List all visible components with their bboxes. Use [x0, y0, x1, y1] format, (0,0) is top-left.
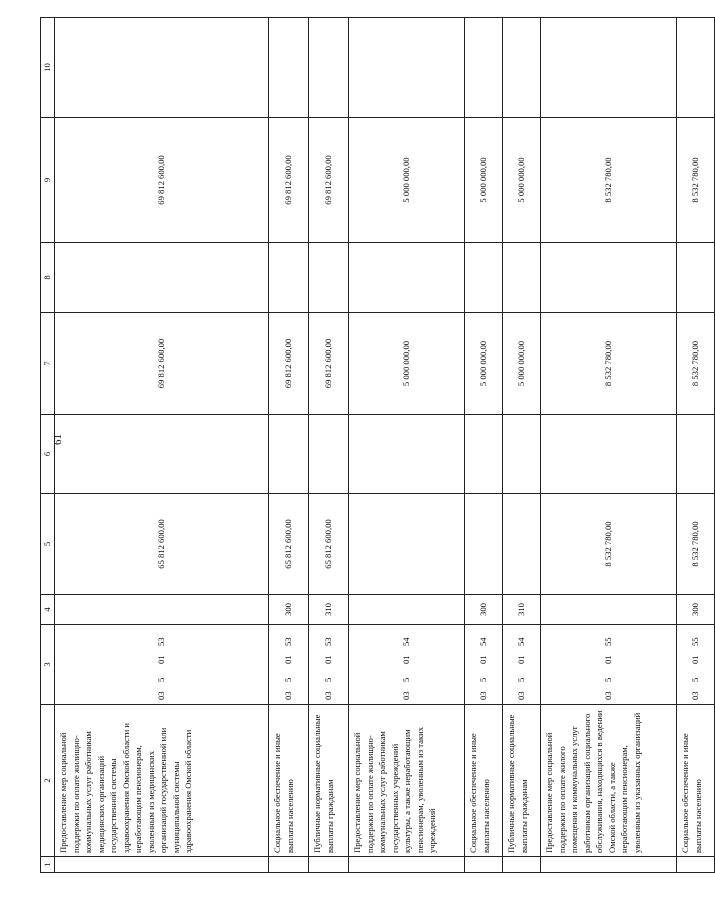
table-row: [269, 18, 309, 873]
row-number-cell: [269, 857, 309, 873]
amount-col8-cell: [309, 243, 349, 313]
col-header-3: 3: [41, 625, 55, 705]
amount-col6-cell: [349, 415, 465, 494]
amount-col9-cell: 8 532 780,00: [541, 118, 677, 243]
amount-col8-cell: [677, 243, 715, 313]
amount-col5-cell: [503, 494, 541, 595]
code-part: 54: [478, 637, 489, 646]
item-name-cell: Публичные нормативные социальные выплаты гражданам: [309, 705, 349, 857]
col-header-7: 7: [41, 313, 55, 415]
row-number-cell: [309, 857, 349, 873]
row-number-cell: [349, 857, 465, 873]
amount-col6-cell: [541, 415, 677, 494]
code-part: 54: [401, 637, 412, 646]
amount-col5-cell: 8 532 780,00: [541, 494, 677, 595]
table-row: [465, 18, 503, 873]
code-part: 03: [690, 691, 701, 700]
code-part: 01: [401, 655, 412, 664]
code-part: 03: [478, 691, 489, 700]
code-part: 55: [603, 637, 614, 646]
col-header-5: 5: [41, 494, 55, 595]
col-header-6: 6: [41, 415, 55, 494]
amount-col7-cell: 69 812 600,00: [269, 313, 309, 415]
amount-col7-cell: 8 532 780,00: [541, 313, 677, 415]
amount-col10-cell: [309, 18, 349, 118]
amount-col7-cell: 5 000 000,00: [349, 313, 465, 415]
column-number-row: [41, 18, 55, 873]
amount-col5-cell: 65 812 600,00: [55, 494, 269, 595]
amount-col9-cell: 5 000 000,00: [465, 118, 503, 243]
code-part: 55: [690, 637, 701, 646]
amount-col6-cell: [465, 415, 503, 494]
item-name-cell: Предоставление мер социальной поддержки по оплате жилищно-коммунальных услуг работникам государственных учреждений культуры, а также неработающим пенсионерам, уволенным из таких учреждений: [349, 705, 465, 857]
code-part: 5: [283, 677, 294, 682]
amount-col10-cell: [503, 18, 541, 118]
classification-code-cell: [309, 625, 349, 705]
row-number-cell: [541, 857, 677, 873]
code-part: 01: [690, 655, 701, 664]
expense-type-cell: 300: [677, 595, 715, 625]
amount-col8-cell: [269, 243, 309, 313]
expense-type-cell: 310: [309, 595, 349, 625]
amount-col7-cell: 8 532 780,00: [677, 313, 715, 415]
classification-code-cell: [55, 625, 269, 705]
code-part: 03: [516, 691, 527, 700]
table-row: [541, 18, 677, 873]
amount-col10-cell: [465, 18, 503, 118]
code-part: 5: [401, 677, 412, 682]
item-name-cell: Социальное обеспечение и иные выплаты населению: [677, 705, 715, 857]
classification-code-cell: [677, 625, 715, 705]
row-number-cell: [503, 857, 541, 873]
code-part: 01: [603, 655, 614, 664]
amount-col6-cell: [269, 415, 309, 494]
budget-table: [40, 17, 715, 873]
table-row: [349, 18, 465, 873]
expense-type-cell: 300: [269, 595, 309, 625]
amount-col5-cell: [465, 494, 503, 595]
col-header-8: 8: [41, 243, 55, 313]
code-part: 01: [516, 655, 527, 664]
code-part: 5: [478, 677, 489, 682]
item-name-cell: Предоставление мер социальной поддержки по оплате жилого помещения и коммунальных услуг работникам организаций социального обслуживания, находящихся в ведении Омской области, а также неработающим пенсионерам, уволенным из указанных организаций: [541, 705, 677, 857]
expense-type-cell: 300: [465, 595, 503, 625]
code-part: 01: [156, 655, 167, 664]
table-row: [55, 18, 269, 873]
amount-col9-cell: 5 000 000,00: [503, 118, 541, 243]
amount-col5-cell: 65 812 600,00: [269, 494, 309, 595]
amount-col8-cell: [349, 243, 465, 313]
classification-code-cell: [465, 625, 503, 705]
code-part: 03: [283, 691, 294, 700]
table-body: [41, 18, 715, 873]
amount-col9-cell: 8 532 780,00: [677, 118, 715, 243]
amount-col6-cell: [309, 415, 349, 494]
code-part: 5: [603, 677, 614, 682]
classification-code-cell: [503, 625, 541, 705]
code-part: 03: [603, 691, 614, 700]
row-number-cell: [55, 857, 269, 873]
item-name-cell: Предоставление мер социальной поддержки по оплате жилищно-коммунальных услуг работникам медицинских организаций государственной системы здравоохранения Омской области и неработающим пенсионерам, уволенным из медицинских организаций государственной или муниципальной системы здравоохранения Омской области: [55, 705, 269, 857]
item-name-cell: Публичные нормативные социальные выплаты гражданам: [503, 705, 541, 857]
amount-col9-cell: 69 812 600,00: [269, 118, 309, 243]
col-header-1: 1: [41, 857, 55, 873]
amount-col10-cell: [541, 18, 677, 118]
table-row: [677, 18, 715, 873]
amount-col10-cell: [269, 18, 309, 118]
expense-type-cell: [541, 595, 677, 625]
code-part: 53: [323, 637, 334, 646]
expense-type-cell: [55, 595, 269, 625]
rotated-budget-table-container: [40, 18, 703, 873]
row-number-cell: [677, 857, 715, 873]
classification-code-cell: [269, 625, 309, 705]
row-number-cell: [465, 857, 503, 873]
code-part: 53: [283, 637, 294, 646]
amount-col6-cell: [55, 415, 269, 494]
col-header-9: 9: [41, 118, 55, 243]
amount-col8-cell: [465, 243, 503, 313]
col-header-4: 4: [41, 595, 55, 625]
amount-col5-cell: 65 812 600,00: [309, 494, 349, 595]
code-part: 01: [323, 655, 334, 664]
code-part: 5: [323, 677, 334, 682]
amount-col10-cell: [55, 18, 269, 118]
code-part: 5: [690, 677, 701, 682]
amount-col7-cell: 5 000 000,00: [465, 313, 503, 415]
amount-col9-cell: 69 812 600,00: [55, 118, 269, 243]
amount-col8-cell: [55, 243, 269, 313]
amount-col8-cell: [541, 243, 677, 313]
code-part: 53: [156, 637, 167, 646]
code-part: 5: [516, 677, 527, 682]
table-row: [503, 18, 541, 873]
classification-code-cell: [349, 625, 465, 705]
expense-type-cell: 310: [503, 595, 541, 625]
item-name-cell: Социальное обеспечение и иные выплаты населению: [465, 705, 503, 857]
amount-col7-cell: 69 812 600,00: [309, 313, 349, 415]
amount-col9-cell: 69 812 600,00: [309, 118, 349, 243]
code-part: 5: [156, 677, 167, 682]
table-row: [309, 18, 349, 873]
amount-col6-cell: [677, 415, 715, 494]
amount-col5-cell: [349, 494, 465, 595]
code-part: 01: [283, 655, 294, 664]
code-part: 01: [478, 655, 489, 664]
amount-col9-cell: 5 000 000,00: [349, 118, 465, 243]
amount-col7-cell: 5 000 000,00: [503, 313, 541, 415]
code-part: 54: [516, 637, 527, 646]
amount-col7-cell: 69 812 600,00: [55, 313, 269, 415]
amount-col10-cell: [677, 18, 715, 118]
code-part: 03: [401, 691, 412, 700]
code-part: 03: [323, 691, 334, 700]
col-header-10: 10: [41, 18, 55, 118]
expense-type-cell: [349, 595, 465, 625]
amount-col8-cell: [503, 243, 541, 313]
amount-col5-cell: 8 532 780,00: [677, 494, 715, 595]
amount-col6-cell: [503, 415, 541, 494]
page-number: 61: [52, 434, 64, 445]
col-header-2: 2: [41, 705, 55, 857]
amount-col10-cell: [349, 18, 465, 118]
item-name-cell: Социальное обеспечение и иные выплаты населению: [269, 705, 309, 857]
code-part: 03: [156, 691, 167, 700]
classification-code-cell: [541, 625, 677, 705]
